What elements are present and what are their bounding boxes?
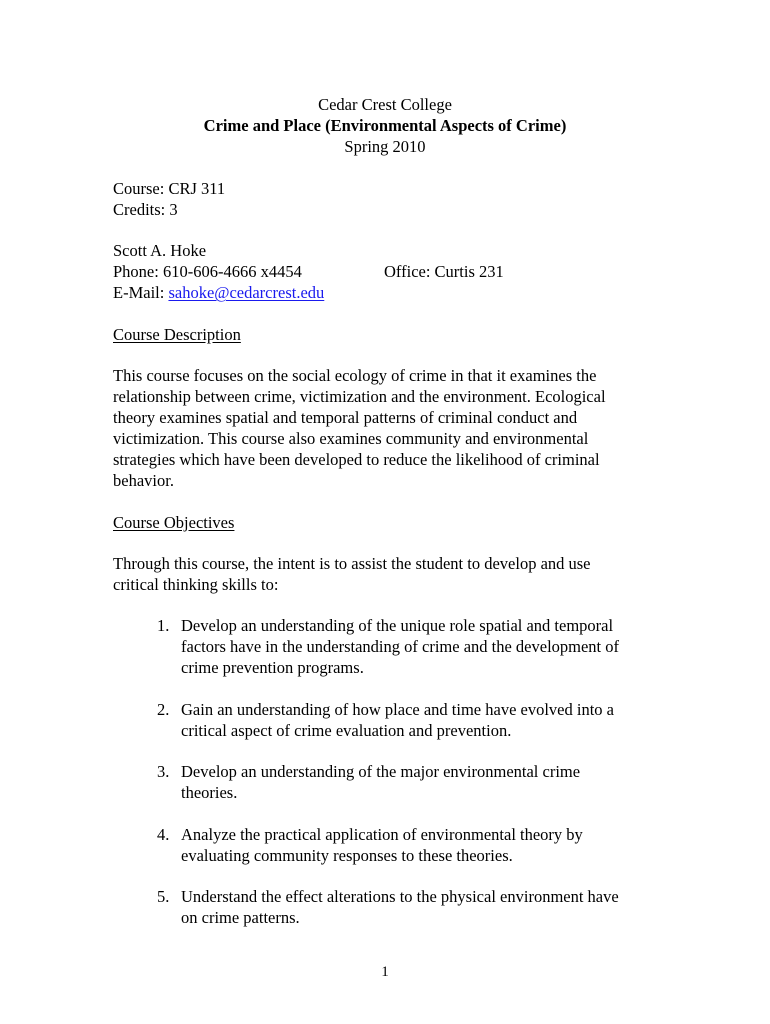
course-credits: Credits: 3 [113, 200, 178, 219]
description-line: This course focuses on the social ecology of crime in that it examines the [113, 366, 597, 385]
objective-number: 1. [157, 616, 170, 635]
objectives-intro-line: critical thinking skills to: [113, 575, 279, 594]
objectives-intro-line: Through this course, the intent is to assist the student to develop and use [113, 554, 591, 573]
institution-name: Cedar Crest College [318, 95, 452, 114]
objective-line: Understand the effect alterations to the physical environment have [181, 887, 619, 906]
description-heading: Course Description [113, 325, 241, 344]
objective-line: factors have in the understanding of crime and the development of [181, 637, 620, 656]
objectives-heading: Course Objectives [113, 513, 235, 532]
course-term: Spring 2010 [344, 137, 426, 156]
instructor-office: Office: Curtis 231 [384, 262, 504, 281]
objective-line: theories. [181, 783, 238, 802]
page-number: 1 [381, 964, 389, 980]
course-code: Course: CRJ 311 [113, 179, 226, 198]
objective-line: Develop an understanding of the unique role spatial and temporal [181, 616, 614, 635]
objective-number: 3. [157, 762, 170, 781]
email-link[interactable]: sahoke@cedarcrest.edu [168, 283, 325, 302]
instructor-phone: Phone: 610-606-4666 x4454 [113, 262, 302, 281]
description-line: behavior. [113, 471, 174, 490]
description-line: theory examines spatial and temporal patterns of criminal conduct and [113, 408, 578, 427]
description-line: strategies which have been developed to reduce the likelihood of criminal [113, 450, 600, 469]
email-label: E-Mail: [113, 283, 169, 302]
objective-number: 4. [157, 825, 170, 844]
instructor-name: Scott A. Hoke [113, 241, 207, 260]
description-line: victimization. This course also examines community and environmental [113, 429, 589, 448]
objective-number: 2. [157, 700, 170, 719]
objective-line: on crime patterns. [181, 908, 300, 927]
objective-line: Gain an understanding of how place and time have evolved into a [181, 700, 614, 719]
objective-line: critical aspect of crime evaluation and prevention. [181, 721, 512, 740]
objective-line: crime prevention programs. [181, 658, 364, 677]
instructor-email-line [113, 282, 324, 303]
objective-line: Analyze the practical application of environmental theory by [181, 825, 583, 844]
description-line: relationship between crime, victimization and the environment. Ecological [113, 387, 606, 406]
objective-line: evaluating community responses to these theories. [181, 846, 513, 865]
objective-line: Develop an understanding of the major environmental crime [181, 762, 581, 781]
course-title: Crime and Place (Environmental Aspects of Crime) [203, 116, 567, 135]
objective-number: 5. [157, 887, 170, 906]
